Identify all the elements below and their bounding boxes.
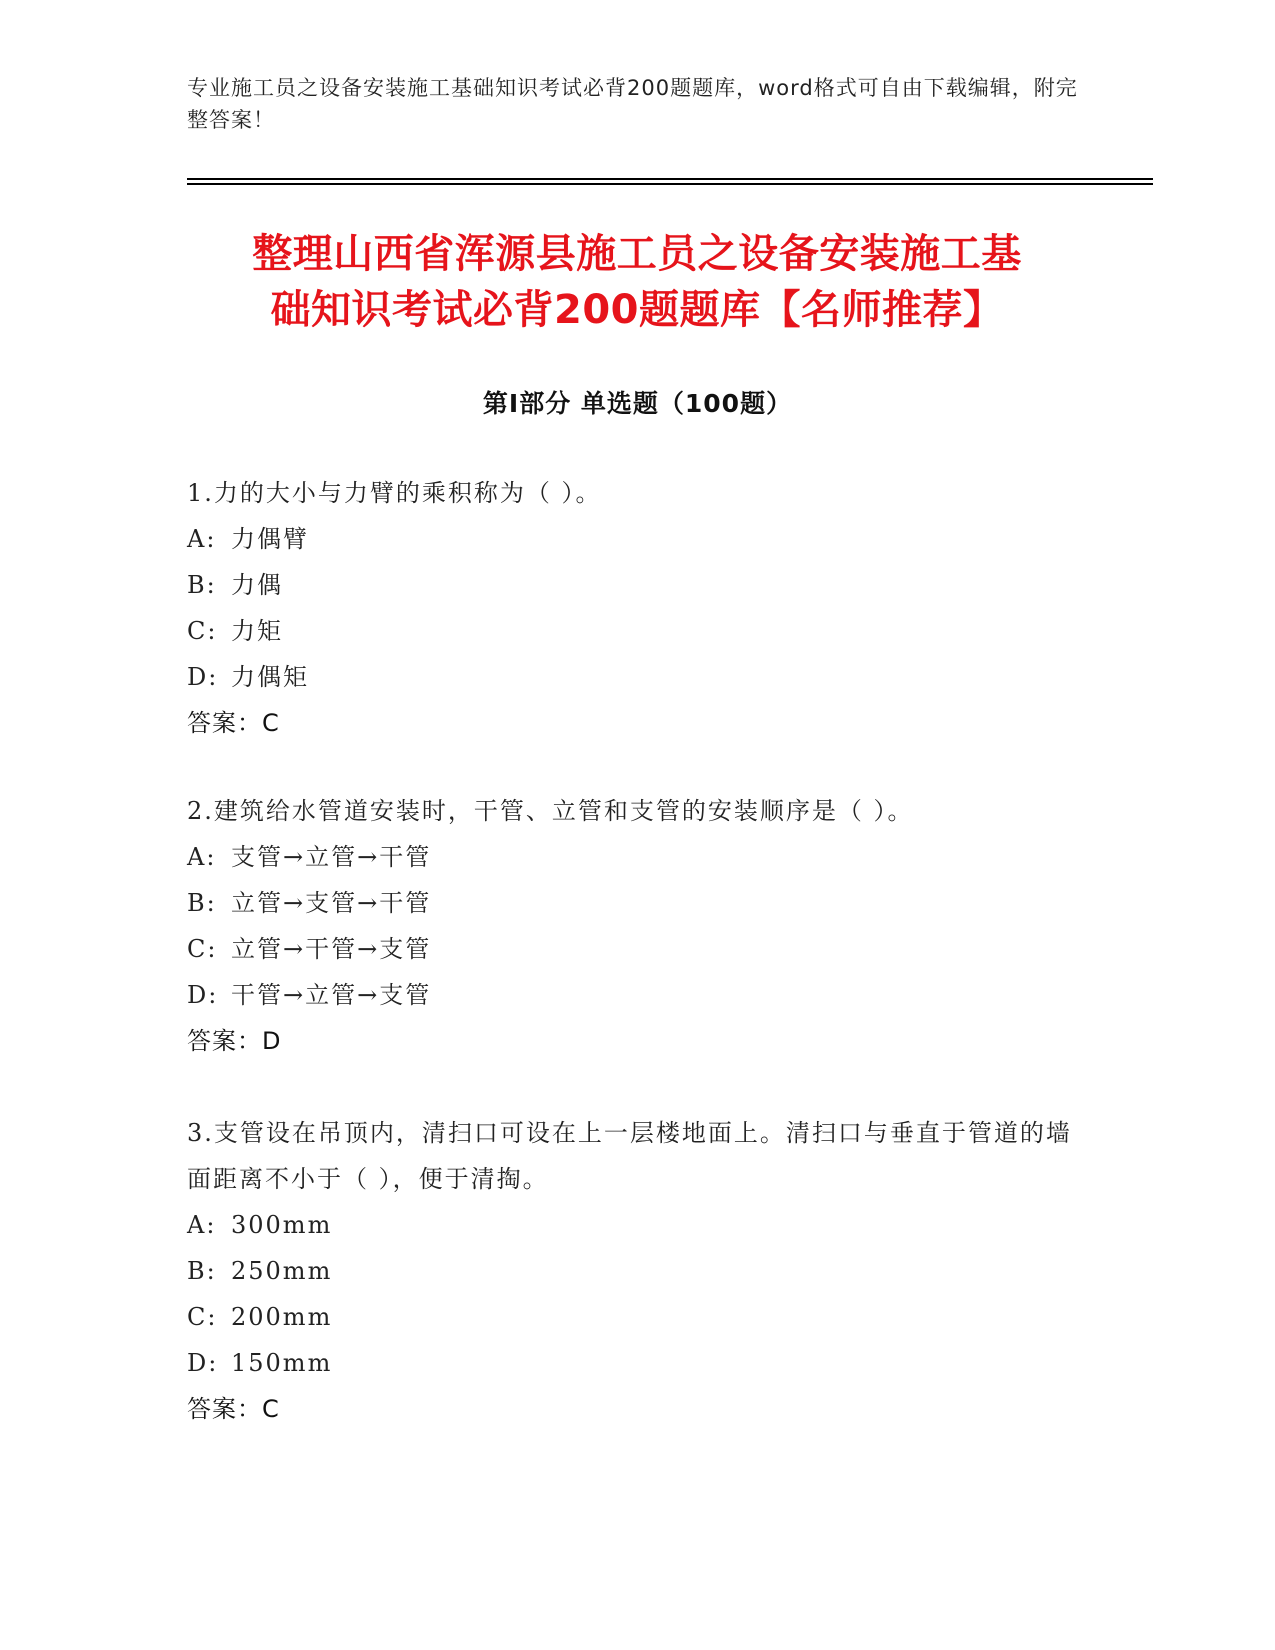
- option-letter: D:: [187, 1349, 219, 1377]
- answer-line: 答案：C: [187, 709, 280, 737]
- document-title-line-2: 础知识考试必背200题题库【名师推荐】: [270, 287, 1004, 333]
- option-c: [187, 1294, 1087, 1340]
- header-divider-top: [187, 178, 1153, 180]
- option-text: 250mm: [231, 1257, 333, 1285]
- option-letter: D:: [187, 981, 219, 1009]
- option-d: [187, 1340, 1087, 1386]
- option-letter: D:: [187, 663, 219, 691]
- question-3: [187, 1110, 1087, 1432]
- question-stem: 1.力的大小与力臂的乘积称为（ ）。: [187, 479, 602, 507]
- document-title-line-1: 整理山西省浑源县施工员之设备安装施工基: [252, 231, 1022, 277]
- option-letter: A:: [187, 843, 217, 871]
- question-stem: 3.支管设在吊顶内，清扫口可设在上一层楼地面上。清扫口与垂直于管道的墙面距离不小于（ ），便于清掏。: [187, 1119, 1072, 1193]
- option-letter: A:: [187, 525, 217, 553]
- option-text: 立管→支管→干管: [231, 889, 432, 917]
- section-title: 第I部分 单选题（100题）: [482, 389, 793, 418]
- question-stem: 2.建筑给水管道安装时，干管、立管和支管的安装顺序是（ ）。: [187, 797, 914, 825]
- option-c: [187, 926, 1087, 972]
- option-letter: A:: [187, 1211, 217, 1239]
- option-c: [187, 608, 1087, 654]
- answer-line: 答案：D: [187, 1027, 282, 1055]
- option-letter: B:: [187, 571, 217, 599]
- document-title: [187, 226, 1087, 338]
- option-text: 150mm: [231, 1349, 333, 1377]
- option-text: 支管→立管→干管: [231, 843, 432, 871]
- option-text: 力矩: [231, 617, 283, 645]
- option-text: 200mm: [231, 1303, 333, 1331]
- question-1: [187, 470, 1087, 746]
- option-a: [187, 516, 1087, 562]
- option-b: [187, 880, 1087, 926]
- option-letter: C:: [187, 617, 218, 645]
- question-2: [187, 788, 1087, 1064]
- option-text: 力偶矩: [231, 663, 309, 691]
- page-header-note: 专业施工员之设备安装施工基础知识考试必背200题题库，word格式可自由下载编辑，附完整答案！: [187, 76, 1078, 132]
- option-b: [187, 1248, 1087, 1294]
- option-d: [187, 972, 1087, 1018]
- option-a: [187, 834, 1087, 880]
- option-d: [187, 654, 1087, 700]
- option-a: [187, 1202, 1087, 1248]
- option-letter: C:: [187, 1303, 218, 1331]
- option-letter: B:: [187, 889, 217, 917]
- option-text: 力偶: [231, 571, 283, 599]
- option-text: 300mm: [231, 1211, 333, 1239]
- answer-line: 答案：C: [187, 1395, 280, 1423]
- option-letter: B:: [187, 1257, 217, 1285]
- option-text: 干管→立管→支管: [231, 981, 432, 1009]
- option-b: [187, 562, 1087, 608]
- option-text: 力偶臂: [231, 525, 309, 553]
- option-letter: C:: [187, 935, 218, 963]
- option-text: 立管→干管→支管: [231, 935, 432, 963]
- header-divider-bottom: [187, 183, 1153, 185]
